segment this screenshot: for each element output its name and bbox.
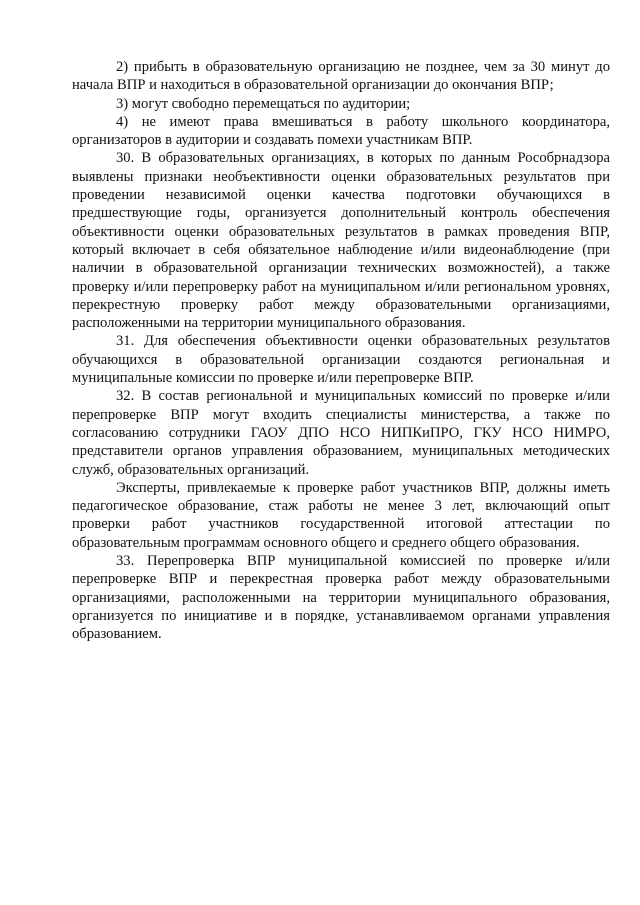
paragraph-clause-32: 32. В состав региональной и муниципальных комиссий по проверке и/или перепроверке ВПР могут входить специалисты министерства, а также по согласованию сотрудники ГАОУ ДПО НСО НИПКиПРО, ГКУ НСО НИМРО, представители органов управления образованием, муниципальных методических служб, образовательных организаций. — [72, 388, 610, 478]
document-body — [72, 58, 610, 644]
paragraph-clause-33: 33. Перепроверка ВПР муниципальной комиссией по проверке и/или перепроверке ВПР и перекрестная проверка работ между образовательными организациями, расположенными на территории муниципального образования, организуется по инициативе и в порядке, устанавливаемом органами управления образованием. — [72, 553, 610, 643]
paragraph-clause-31: 31. Для обеспечения объективности оценки образовательных результатов обучающихся в образовательной организации создаются региональная и муниципальные комиссии по проверке и/или перепроверке ВПР. — [72, 333, 610, 387]
paragraph-item-2: 2) прибыть в образовательную организацию не позднее, чем за 30 минут до начала ВПР и находиться в образовательной организации до окончания ВПР; — [72, 59, 610, 94]
paragraph-item-3: 3) могут свободно перемещаться по аудитории; — [116, 95, 411, 112]
paragraph-clause-30: 30. В образовательных организациях, в которых по данным Рособрнадзора выявлены признаки необъективности оценки образовательных результатов при проведении независимой оценки качества подготовки обучающихся в предшествующие годы, организуется дополнительный контроль обеспечения объективности оценки образовательных результатов в рамках проведения ВПР, который включает в себя обязательное наблюдение и/или видеонаблюдение (при наличии в образовательной организации технических возможностей), а также проверку и/или перепроверку работ на муниципальном и/или региональном уровнях, перекрестную проверку работ между образовательными организациями, расположенными на территории муниципального образования. — [72, 150, 610, 332]
paragraph-experts: Эксперты, привлекаемые к проверке работ участников ВПР, должны иметь педагогическое образование, стаж работы не менее 3 лет, включающий опыт проверки работ участников государственной итоговой аттестации по образовательным программам основного общего и среднего общего образования. — [72, 479, 610, 551]
paragraph-item-4: 4) не имеют права вмешиваться в работу школьного координатора, организаторов в аудитории и создавать помехи участникам ВПР. — [72, 113, 610, 149]
